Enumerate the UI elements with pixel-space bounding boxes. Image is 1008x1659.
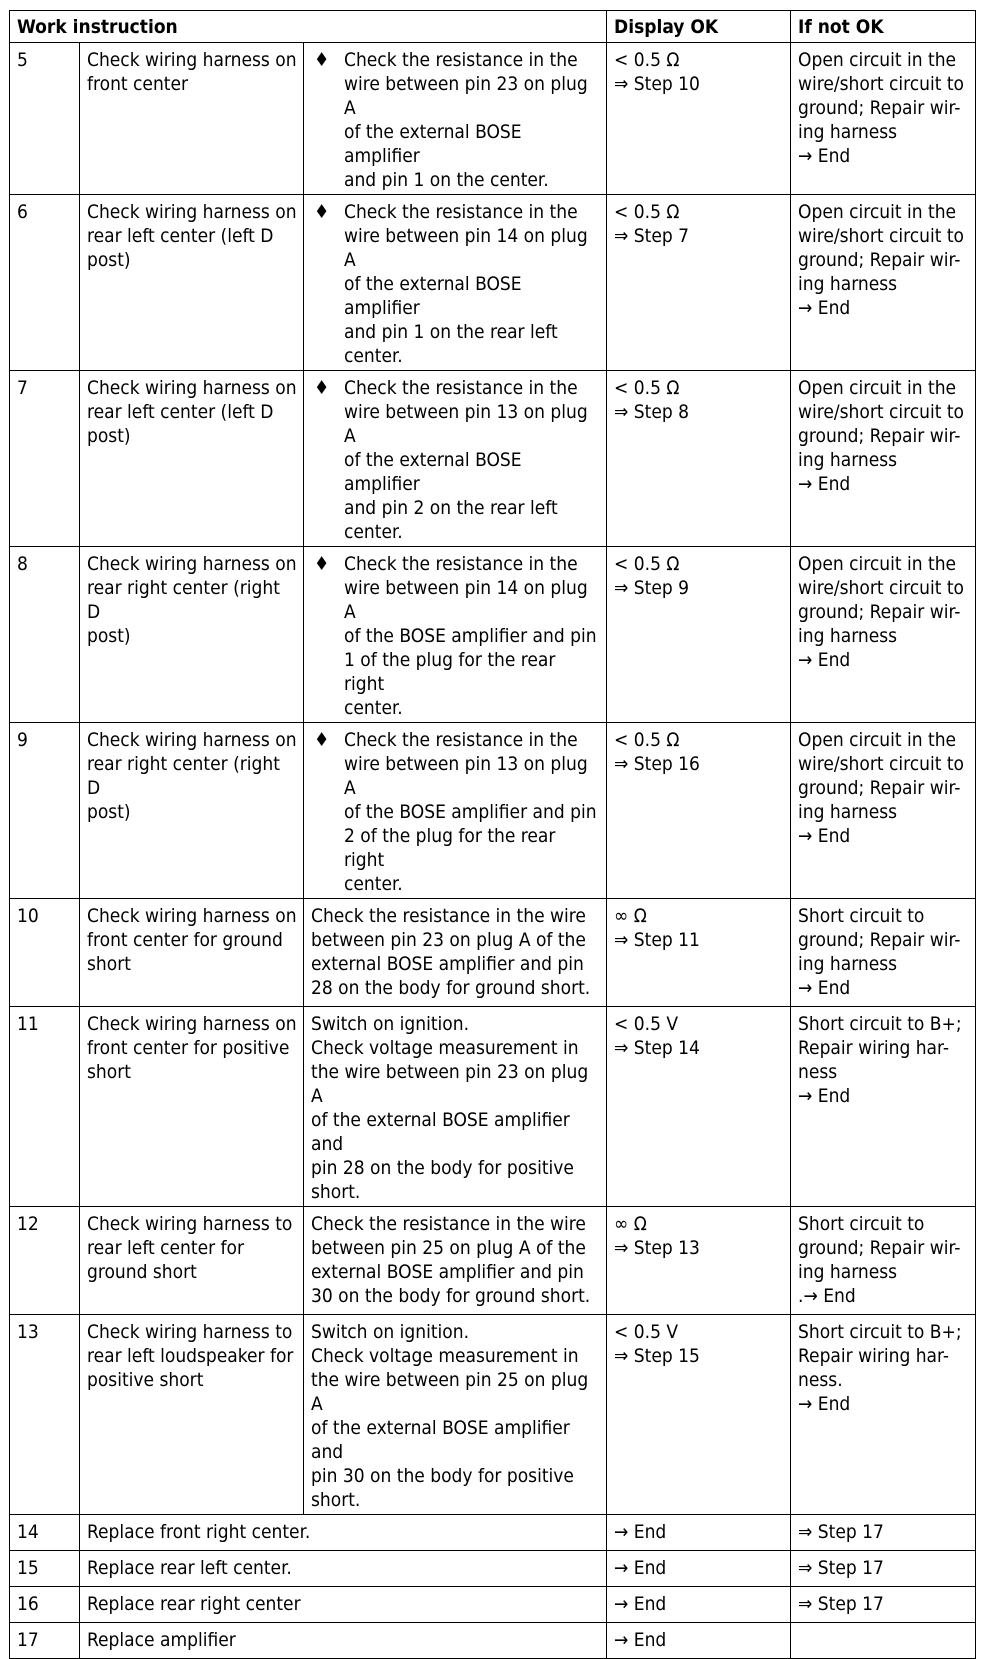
display-ok-result: < 0.5 V ⇒ Step 15 bbox=[607, 1315, 791, 1515]
step-detail-text: Check the resistance in the wire between pin 23 on plug A of the external BOSE amplifier and pin 1 on the center. bbox=[344, 49, 588, 191]
step-task: Check wiring harness on front center bbox=[80, 43, 304, 195]
step-detail-text: Check the resistance in the wire between pin 13 on plug A of the BOSE amplifier and pin 2 of the plug for the rear right center. bbox=[344, 729, 597, 895]
step-number: 13 bbox=[10, 1315, 80, 1515]
if-not-ok-result: Short circuit to ground; Repair wir- ing harness → End bbox=[791, 899, 976, 1007]
display-ok-result: < 0.5 Ω ⇒ Step 8 bbox=[607, 371, 791, 547]
step-number: 16 bbox=[10, 1587, 80, 1623]
table-row bbox=[10, 1551, 976, 1587]
header-work-instruction: Work instruction bbox=[10, 11, 607, 43]
step-task: Check wiring harness to rear left loudspeaker for positive short bbox=[80, 1315, 304, 1515]
if-not-ok-result: Open circuit in the wire/short circuit to ground; Repair wir- ing harness → End bbox=[791, 195, 976, 371]
table-row bbox=[10, 1207, 976, 1315]
if-not-ok-result: ⇒ Step 17 bbox=[791, 1515, 976, 1551]
header-if-not-ok: If not OK bbox=[791, 11, 976, 43]
step-number: 10 bbox=[10, 899, 80, 1007]
if-not-ok-result: ⇒ Step 17 bbox=[791, 1551, 976, 1587]
step-detail-text: Check the resistance in the wire between pin 13 on plug A of the external BOSE amplifier and pin 2 on the rear left center. bbox=[344, 377, 588, 543]
table-row bbox=[10, 371, 976, 547]
step-detail bbox=[304, 723, 607, 899]
step-number: 9 bbox=[10, 723, 80, 899]
step-task: Check wiring harness to rear left center for ground short bbox=[80, 1207, 304, 1315]
step-task: Check wiring harness on rear right center (right D post) bbox=[80, 723, 304, 899]
header-display-ok: Display OK bbox=[607, 11, 791, 43]
table-row bbox=[10, 1515, 976, 1551]
step-detail bbox=[304, 547, 607, 723]
table-row bbox=[10, 1007, 976, 1207]
if-not-ok-result bbox=[791, 1623, 976, 1659]
display-ok-result: ∞ Ω ⇒ Step 13 bbox=[607, 1207, 791, 1315]
step-number: 11 bbox=[10, 1007, 80, 1207]
step-task: Check wiring harness on rear left center (left D post) bbox=[80, 195, 304, 371]
step-task: Replace rear right center bbox=[80, 1587, 607, 1623]
step-number: 6 bbox=[10, 195, 80, 371]
step-number: 5 bbox=[10, 43, 80, 195]
step-detail: Switch on ignition. Check voltage measurement in the wire between pin 23 on plug A of the external BOSE amplifier and pin 28 on the body for positive short. bbox=[304, 1007, 607, 1207]
diamond-bullet-icon: ♦ bbox=[314, 49, 330, 71]
table-row bbox=[10, 1623, 976, 1659]
step-number: 12 bbox=[10, 1207, 80, 1315]
if-not-ok-result: Open circuit in the wire/short circuit to ground; Repair wir- ing harness → End bbox=[791, 371, 976, 547]
display-ok-result: < 0.5 Ω ⇒ Step 9 bbox=[607, 547, 791, 723]
step-task: Check wiring harness on front center for positive short bbox=[80, 1007, 304, 1207]
step-number: 14 bbox=[10, 1515, 80, 1551]
step-number: 17 bbox=[10, 1623, 80, 1659]
diamond-bullet-icon: ♦ bbox=[314, 729, 330, 751]
work-instruction-table bbox=[9, 10, 976, 1659]
display-ok-result: < 0.5 Ω ⇒ Step 10 bbox=[607, 43, 791, 195]
table-header-row bbox=[10, 11, 976, 43]
step-task: Check wiring harness on front center for ground short bbox=[80, 899, 304, 1007]
if-not-ok-result: Short circuit to B+; Repair wiring har- ness. → End bbox=[791, 1315, 976, 1515]
diamond-bullet-icon: ♦ bbox=[314, 201, 330, 223]
step-task: Check wiring harness on rear left center (left D post) bbox=[80, 371, 304, 547]
display-ok-result: → End bbox=[607, 1587, 791, 1623]
if-not-ok-result: ⇒ Step 17 bbox=[791, 1587, 976, 1623]
table-row bbox=[10, 195, 976, 371]
step-task: Replace front right center. bbox=[80, 1515, 607, 1551]
step-number: 15 bbox=[10, 1551, 80, 1587]
step-task: Check wiring harness on rear right center (right D post) bbox=[80, 547, 304, 723]
diamond-bullet-icon: ♦ bbox=[314, 553, 330, 575]
if-not-ok-result: Open circuit in the wire/short circuit to ground; Repair wir- ing harness → End bbox=[791, 547, 976, 723]
if-not-ok-result: Open circuit in the wire/short circuit to ground; Repair wir- ing harness → End bbox=[791, 723, 976, 899]
table-row bbox=[10, 1587, 976, 1623]
step-detail bbox=[304, 371, 607, 547]
display-ok-result: < 0.5 V ⇒ Step 14 bbox=[607, 1007, 791, 1207]
step-detail: Check the resistance in the wire between pin 23 on plug A of the external BOSE amplifier and pin 28 on the body for ground short. bbox=[304, 899, 607, 1007]
display-ok-result: → End bbox=[607, 1551, 791, 1587]
display-ok-result: < 0.5 Ω ⇒ Step 16 bbox=[607, 723, 791, 899]
step-detail: Check the resistance in the wire between pin 25 on plug A of the external BOSE amplifier and pin 30 on the body for ground short. bbox=[304, 1207, 607, 1315]
table-row bbox=[10, 43, 976, 195]
step-task: Replace rear left center. bbox=[80, 1551, 607, 1587]
step-number: 8 bbox=[10, 547, 80, 723]
table-row bbox=[10, 1315, 976, 1515]
if-not-ok-result: Open circuit in the wire/short circuit to ground; Repair wir- ing harness → End bbox=[791, 43, 976, 195]
diamond-bullet-icon: ♦ bbox=[314, 377, 330, 399]
table-row bbox=[10, 723, 976, 899]
step-detail-text: Check the resistance in the wire between pin 14 on plug A of the external BOSE amplifier and pin 1 on the rear left center. bbox=[344, 201, 588, 367]
step-detail bbox=[304, 195, 607, 371]
display-ok-result: → End bbox=[607, 1515, 791, 1551]
display-ok-result: → End bbox=[607, 1623, 791, 1659]
step-task: Replace amplifier bbox=[80, 1623, 607, 1659]
if-not-ok-result: Short circuit to B+; Repair wiring har- ness → End bbox=[791, 1007, 976, 1207]
step-detail: Switch on ignition. Check voltage measurement in the wire between pin 25 on plug A of the external BOSE amplifier and pin 30 on the body for positive short. bbox=[304, 1315, 607, 1515]
if-not-ok-result: Short circuit to ground; Repair wir- ing harness .→ End bbox=[791, 1207, 976, 1315]
step-detail bbox=[304, 43, 607, 195]
table-row bbox=[10, 547, 976, 723]
step-number: 7 bbox=[10, 371, 80, 547]
display-ok-result: < 0.5 Ω ⇒ Step 7 bbox=[607, 195, 791, 371]
display-ok-result: ∞ Ω ⇒ Step 11 bbox=[607, 899, 791, 1007]
step-detail-text: Check the resistance in the wire between pin 14 on plug A of the BOSE amplifier and pin 1 of the plug for the rear right center. bbox=[344, 553, 597, 719]
table-row bbox=[10, 899, 976, 1007]
